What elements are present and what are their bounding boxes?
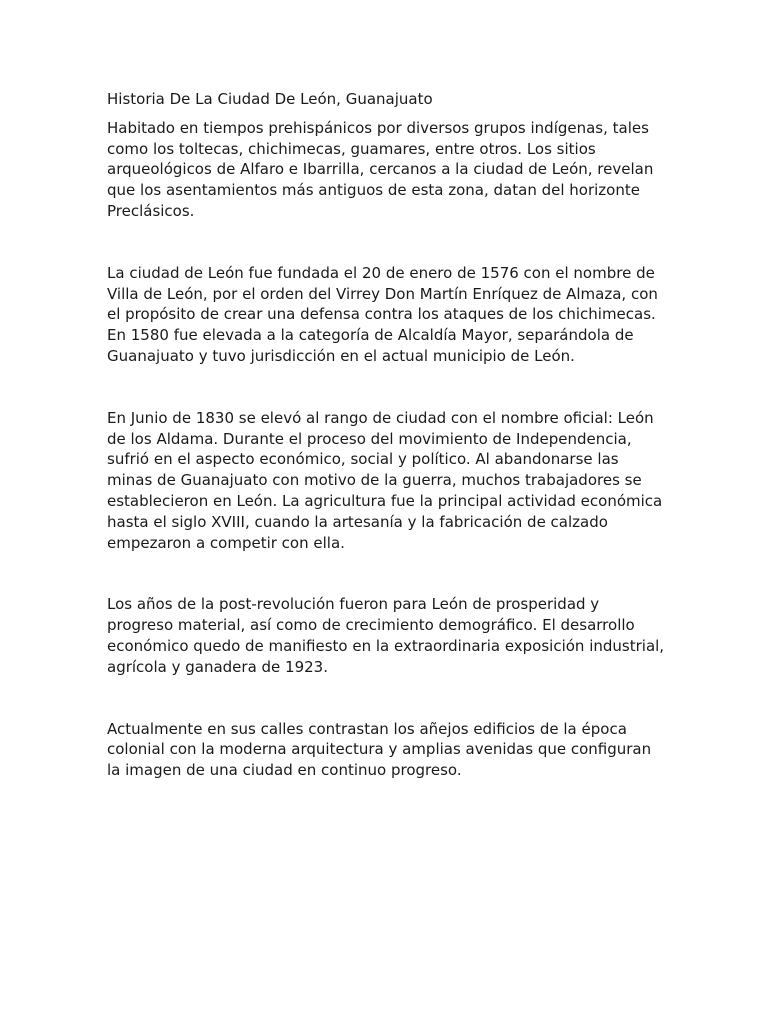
paragraph-spacer [107, 678, 667, 719]
document-body [107, 89, 667, 781]
document-title: Historia De La Ciudad De León, Guanajuato [107, 90, 433, 108]
paragraph-city-rank: En Junio de 1830 se elevó al rango de ciudad con el nombre oficial: León de los Aldama. Durante el proceso del movimiento de Independencia, sufrió en el aspecto económico, social y político. Al abandonarse las minas de Guanajuato con motivo de la guerra, muchos trabajadores se establecieron en León. La agricultura fue la principal actividad económica hasta el siglo XVIII, cuando la artesanía y la fabricación de calzado empezaron a competir con ella. [107, 408, 663, 552]
paragraph-prehispanic: Habitado en tiempos prehispánicos por diversos grupos indígenas, tales como los toltecas, chichimecas, guamares, entre otros. Los sitios arqueológicos de Alfaro e Ibarrilla, cercanos a la ciudad de León, revelan que los asentamientos más antiguos de esta zona, datan del horizonte Preclásicos. [107, 118, 654, 220]
paragraph-foundation: La ciudad de León fue fundada el 20 de enero de 1576 con el nombre de Villa de León, por el orden del Virrey Don Martín Enríquez de Almaza, con el propósito de crear una defensa contra los ataques de los chichimecas. En 1580 fue elevada a la categoría de Alcaldía Mayor, separándola de Guanajuato y tuvo jurisdicción en el actual municipio de León. [107, 263, 658, 365]
paragraph-post-revolution: Los años de la post-revolución fueron para León de prosperidad y progreso material, así como de crecimiento demográfico. El desarrollo económico quedo de manifiesto en la extraordinaria exposición industrial, agrícola y ganadera de 1923. [107, 595, 665, 676]
paragraph-spacer [107, 367, 667, 408]
paragraph-spacer [107, 222, 667, 263]
paragraph-spacer [107, 553, 667, 594]
paragraph-today: Actualmente en sus calles contrastan los añejos edificios de la época colonial con la moderna arquitectura y amplias avenidas que configuran la imagen de una ciudad en continuo progreso. [107, 719, 652, 780]
